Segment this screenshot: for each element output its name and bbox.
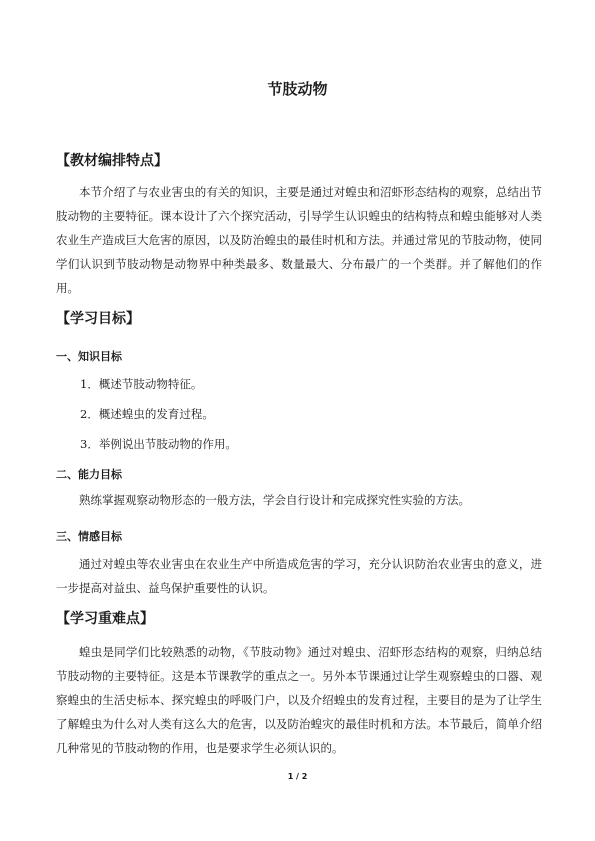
section-heading-features: 【教材编排特点】	[56, 153, 168, 169]
subheading-ability: 二、能力目标	[56, 468, 122, 481]
page-number: 1 / 2	[287, 772, 308, 781]
ability-paragraph: 熟练掌握观察动物形态的一般方法，学会自行设计和完成探究性实验的方法。	[79, 493, 470, 507]
features-paragraph: 本节介绍了与农业害虫的有关的知识，主要是通过对蝗虫和沼虾形态结构的观察，总结出节肢动物的主要特征。课本设计了六个探究活动，引导学生认识蝗虫的结构特点和蝗虫能够对人类农业生产造成巨大危害的原因，以及防治蝗虫的最佳时机和方法。并通过常见的节肢动物，使同学们认识到节肢动物是动物界中种类最多、数量最大、分布最广的一个类群。并了解他们的作用。	[56, 185, 542, 295]
knowledge-item: 2．概述蝗虫的发育过程。	[80, 407, 214, 421]
subheading-knowledge: 一、知识目标	[56, 350, 122, 363]
section-heading-key-points: 【学习重难点】	[56, 611, 154, 627]
emotion-paragraph: 通过对蝗虫等农业害虫在农业生产中所造成危害的学习，充分认识防治农业害虫的意义，进一步提高对益虫、益鸟保护重要性的认识。	[56, 557, 542, 595]
knowledge-item: 1．概述节肢动物特征。	[80, 377, 203, 391]
page-title: 节肢动物	[267, 80, 328, 98]
knowledge-item: 3．举例说出节肢动物的作用。	[80, 437, 237, 451]
key-points-paragraph: 蝗虫是同学们比较熟悉的动物，《节肢动物》通过对蝗虫、沼虾形态结构的观察，归纳总结节肢动物的主要特征。这是本节课教学的重点之一。另外本节课通过让学生观察蝗虫的口器、观察蝗虫的生活史标本、探究蝗虫的呼吸门户，以及介绍蝗虫的发育过程，主要目的是为了让学生了解蝗虫为什么对人类有这么大的危害，以及防治蝗灾的最佳时机和方法。本节最后，简单介绍几种常见的节肢动物的作用，也是要求学生必须认识的。	[56, 645, 542, 755]
section-heading-goals: 【学习目标】	[56, 311, 140, 327]
subheading-emotion: 三、情感目标	[56, 530, 122, 543]
